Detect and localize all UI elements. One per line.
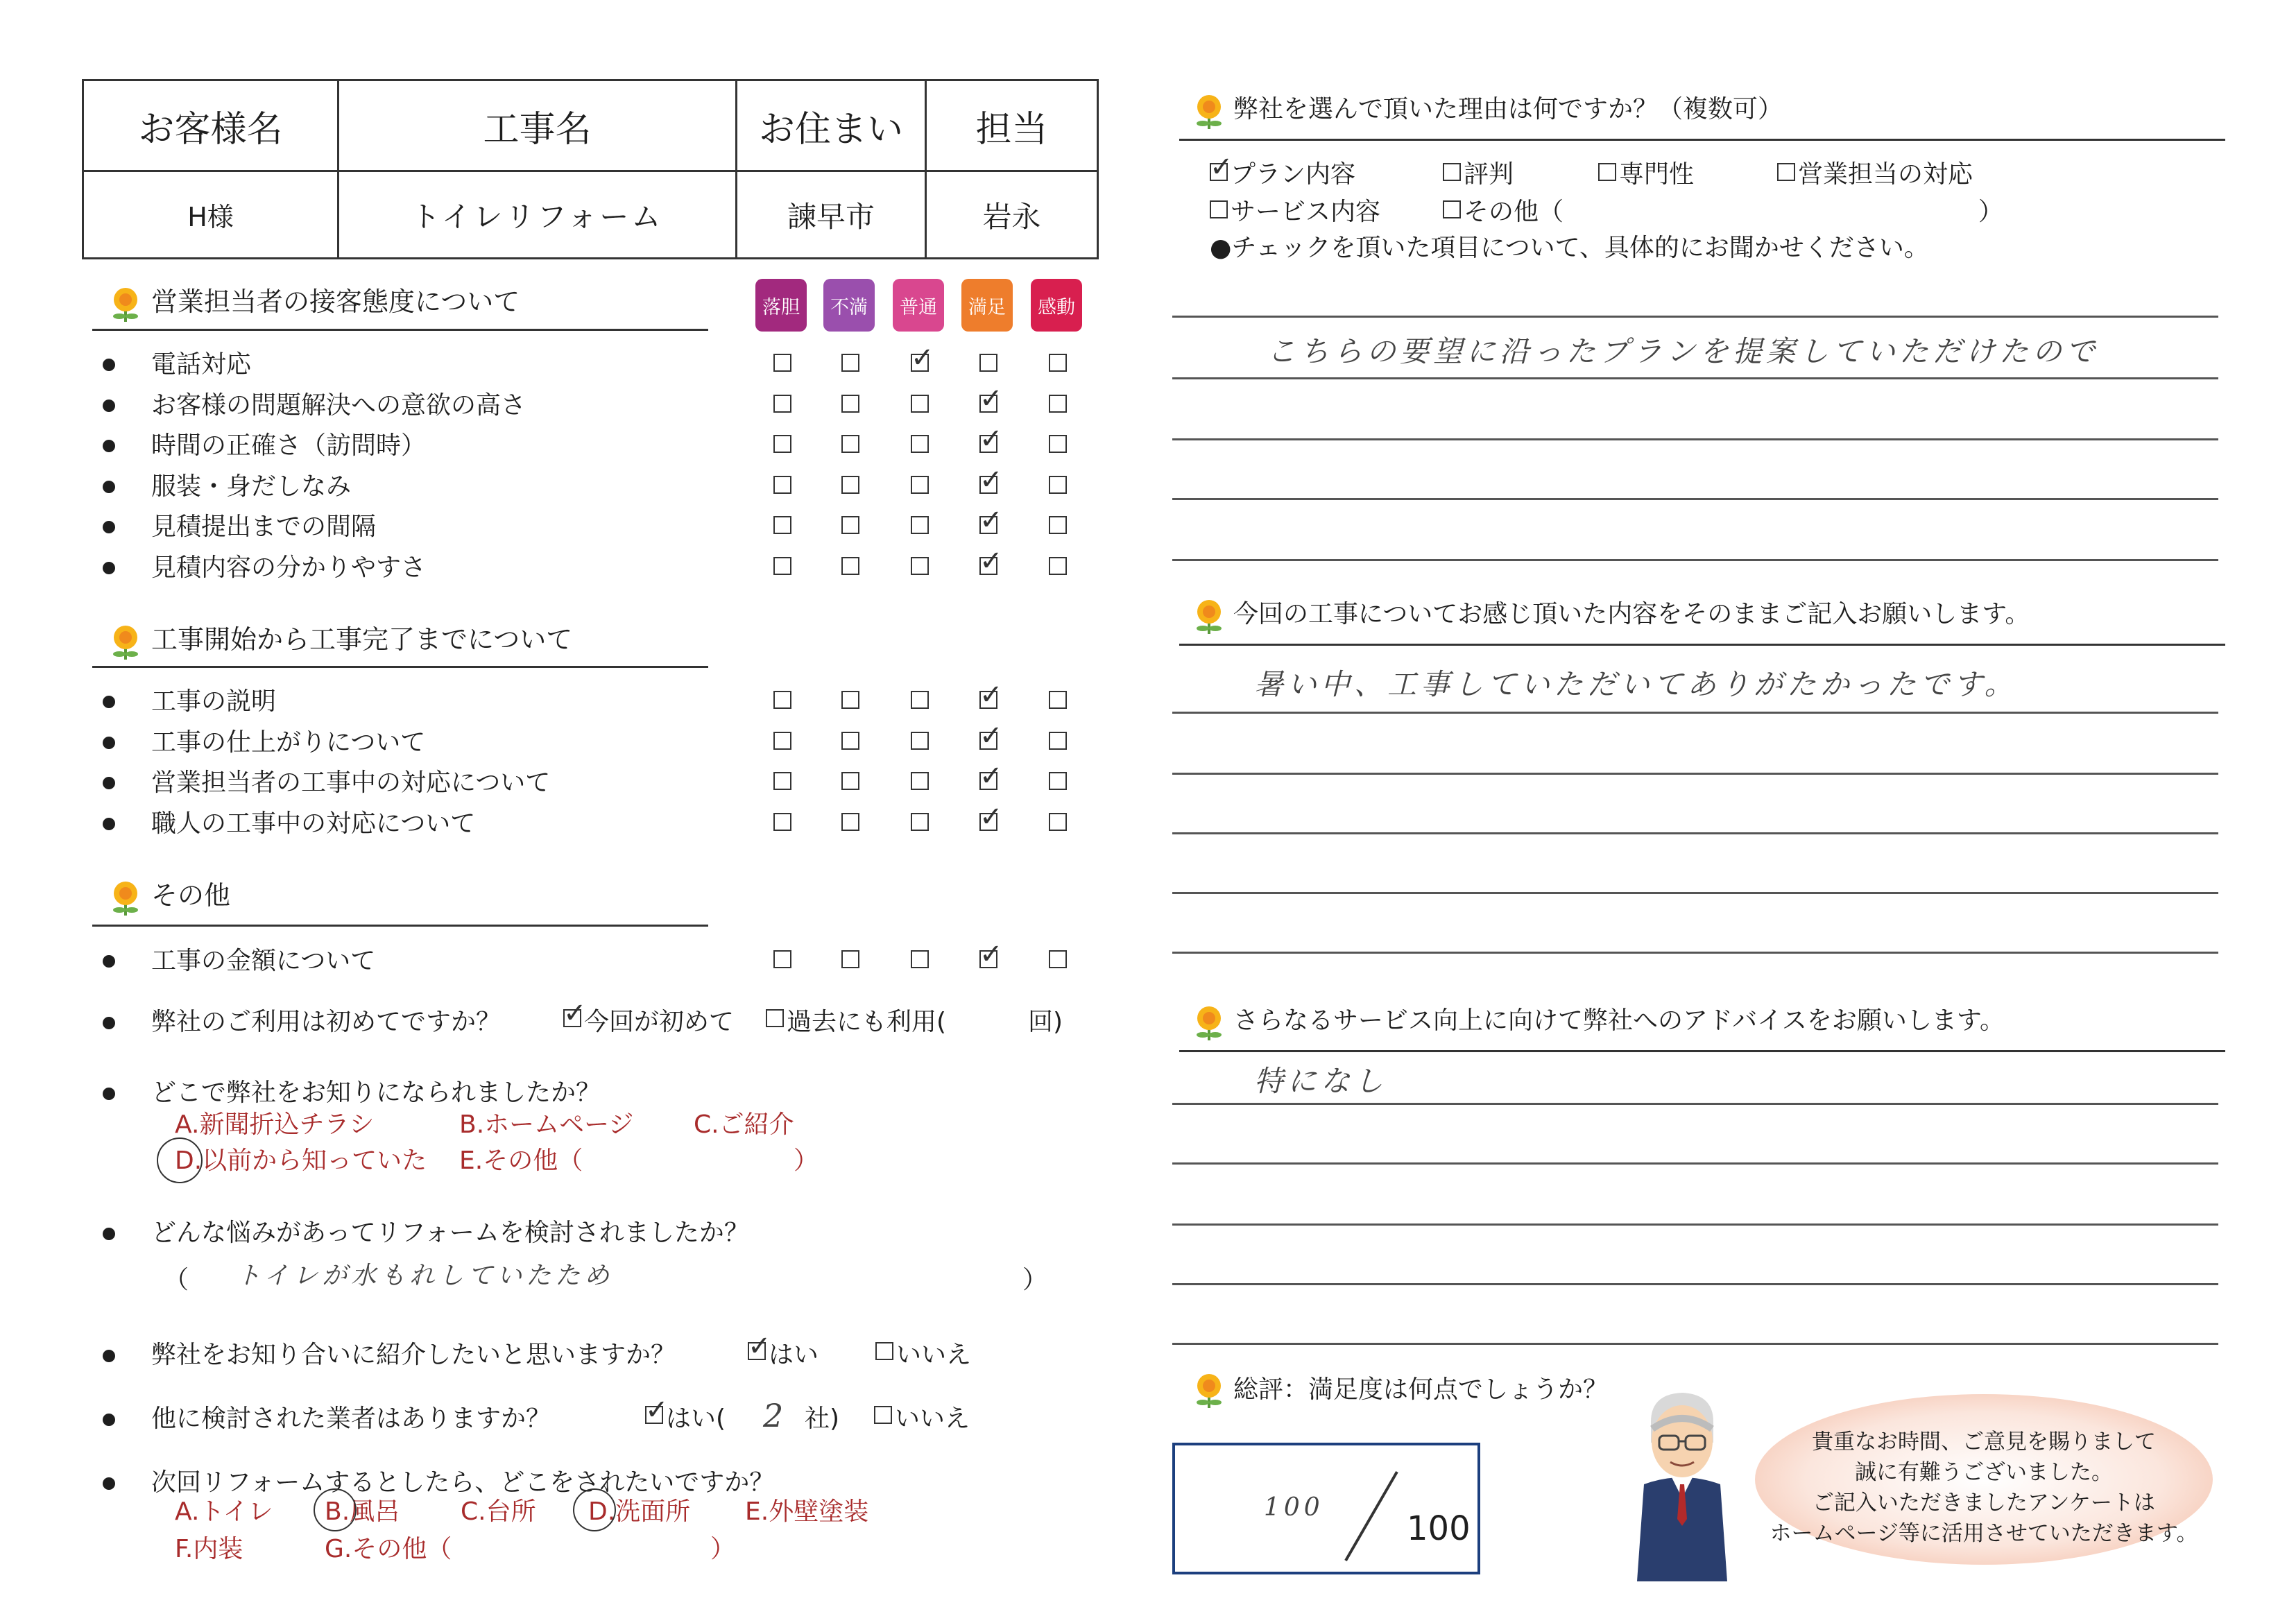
worry-question: どんな悩みがあってリフォームを検討されましたか？ — [151, 1219, 749, 1247]
rating-checkbox[interactable] — [911, 772, 929, 790]
rating-checkbox[interactable] — [911, 516, 929, 534]
reason-checkbox-staff[interactable] — [1777, 163, 1795, 181]
next-option-c[interactable]: C.台所 — [461, 1497, 536, 1526]
rating-checkbox[interactable] — [841, 950, 859, 968]
thanks-line-2: 誠に有難うございました。 — [1855, 1460, 2113, 1485]
answer-line — [1172, 832, 2218, 834]
rating-checkbox[interactable] — [1049, 476, 1067, 494]
answer-line — [1172, 377, 2218, 379]
others-yes-checkbox[interactable]: ✓ — [645, 1394, 669, 1426]
reason-checkbox-expertise[interactable] — [1598, 163, 1616, 181]
next-option-d[interactable]: D.洗面所 — [588, 1497, 691, 1526]
check-mark-icon: ✓ — [979, 382, 1003, 415]
rating-checkbox[interactable] — [979, 423, 1003, 455]
rating-checkbox[interactable] — [841, 435, 859, 453]
residence: 諫早市 — [787, 199, 875, 234]
source-option-b[interactable]: B.ホームページ — [459, 1110, 634, 1139]
source-option-e[interactable]: E.その他（ — [459, 1147, 583, 1175]
reason-checkbox-reputation[interactable] — [1443, 163, 1461, 181]
answer-line — [1172, 1343, 2218, 1345]
rating-checkbox[interactable] — [1049, 435, 1067, 453]
rating-checkbox[interactable] — [841, 476, 859, 494]
header-work-label: 工事名 — [483, 108, 592, 151]
header-staff-label: 担当 — [975, 108, 1048, 151]
rating-checkbox[interactable] — [979, 354, 997, 372]
rating-checkbox[interactable] — [1049, 732, 1067, 750]
rating-checkbox[interactable] — [911, 476, 929, 494]
source-option-d[interactable]: D.以前から知っていた — [175, 1147, 427, 1175]
selection-circle — [573, 1488, 616, 1531]
next-option-f[interactable]: F.内装 — [175, 1535, 243, 1563]
rating-badge-4: 満足 — [961, 279, 1013, 332]
impression-answer[interactable]: 暑い中、工事していただいてありがたかったです。 — [1254, 667, 2018, 701]
rating-item-label: 職人の工事中の対応について — [151, 809, 476, 838]
reason-reputation: 評判 — [1464, 160, 1514, 189]
check-mark-icon: ✓ — [979, 679, 1003, 711]
bullet — [103, 562, 115, 574]
rating-checkbox[interactable] — [773, 395, 791, 413]
rating-checkbox[interactable] — [979, 800, 1003, 833]
next-option-e[interactable]: E.外壁塗装 — [745, 1497, 869, 1526]
rating-checkbox[interactable] — [1049, 395, 1067, 413]
reason-checkbox-other[interactable] — [1443, 200, 1461, 218]
bullet — [103, 521, 115, 533]
source-question: どこで弊社をお知りになられましたか？ — [151, 1079, 601, 1107]
section3-rule — [92, 925, 708, 927]
flower-icon — [1193, 93, 1225, 132]
work-name: トイレリフォーム — [411, 199, 664, 234]
rating-item-label: 見積提出までの間隔 — [151, 513, 377, 541]
rating-checkbox[interactable] — [841, 354, 859, 372]
advice-question: さらなるサービス向上に向けて弊社へのアドバイスをお願いします。 — [1233, 1006, 2005, 1035]
check-mark-icon: ✓ — [979, 544, 1003, 577]
detail-prompt: ●チェックを頂いた項目について、具体的にお聞かせください。 — [1210, 234, 1929, 262]
bullet — [103, 1414, 115, 1426]
source-option-e-end: ） — [794, 1147, 819, 1175]
rating-checkbox[interactable] — [773, 476, 791, 494]
price-label: 工事の金額について — [151, 947, 376, 975]
rating-checkbox[interactable] — [979, 719, 1003, 752]
rating-checkbox[interactable] — [911, 435, 929, 453]
score-question: 総評：満足度は何点でしょうか？ — [1233, 1375, 1609, 1404]
section2-rule — [92, 666, 708, 668]
rating-badge-2: 不満 — [823, 279, 875, 332]
rating-checkbox[interactable] — [911, 395, 929, 413]
selection-circle — [314, 1488, 357, 1531]
others-unit: 社) — [805, 1405, 840, 1433]
first-time-option: 今回が初めて — [584, 1008, 735, 1036]
rating-checkbox[interactable] — [841, 813, 859, 831]
answer-line — [1172, 892, 2218, 894]
reason-other-close: ） — [1978, 198, 2004, 226]
rating-checkbox[interactable] — [773, 557, 791, 575]
bullet — [103, 1350, 115, 1362]
check-mark-icon: ✓ — [979, 423, 1003, 455]
worry-open-paren: （ — [164, 1266, 189, 1294]
customer-name: H様 — [187, 202, 234, 232]
bullet — [103, 777, 115, 789]
source-option-c[interactable]: C.ご紹介 — [694, 1110, 794, 1139]
thanks-line-4: ホームページ等に活用させていただきます。 — [1770, 1521, 2198, 1546]
reason-expertise: 専門性 — [1619, 160, 1695, 189]
others-no-label: いいえ — [895, 1405, 970, 1433]
check-mark-icon: ✓ — [911, 342, 934, 374]
rating-checkbox[interactable] — [911, 950, 929, 968]
thanks-line-3: ご記入いただきましたアンケートは — [1812, 1491, 2156, 1515]
rating-item-label: 見積内容の分かりやすさ — [151, 553, 427, 582]
rating-checkbox[interactable] — [1049, 813, 1067, 831]
answer-line — [1172, 316, 2218, 318]
others-count[interactable]: 2 — [763, 1397, 788, 1434]
rating-checkbox[interactable] — [841, 732, 859, 750]
refer-no-label: いいえ — [896, 1341, 972, 1369]
refer-yes-checkbox[interactable]: ✓ — [748, 1330, 771, 1362]
rating-checkbox[interactable] — [1049, 516, 1067, 534]
flower-icon — [110, 286, 142, 325]
rating-item-label: 工事の説明 — [151, 687, 277, 716]
others-yes-label: はい( — [666, 1405, 726, 1433]
header-customer-label: お客様名 — [138, 108, 283, 151]
rating-checkbox[interactable] — [773, 732, 791, 750]
rating-checkbox[interactable] — [1049, 557, 1067, 575]
repeat-option-end: 回) — [1028, 1008, 1063, 1036]
answer-line — [1172, 1103, 2218, 1105]
answer-line — [1172, 438, 2218, 440]
rating-checkbox[interactable] — [841, 516, 859, 534]
reason-rule — [1179, 139, 2225, 141]
refer-no-checkbox[interactable] — [875, 1342, 893, 1360]
rating-checkbox[interactable] — [841, 395, 859, 413]
refer-question: 弊社をお知り合いに紹介したいと思いますか？ — [151, 1341, 676, 1369]
bullet — [103, 1088, 115, 1100]
rating-checkbox[interactable] — [1049, 772, 1067, 790]
bullet — [103, 400, 115, 412]
answer-line — [1172, 773, 2218, 775]
answer-line — [1172, 1223, 2218, 1226]
reason-checkbox-plan[interactable]: ✓ — [1210, 151, 1233, 183]
rating-item-label: 工事の仕上がりについて — [151, 728, 426, 757]
first-time-question: 弊社のご利用は初めてですか？ — [151, 1008, 502, 1036]
next-option-a[interactable]: A.トイレ — [175, 1497, 273, 1526]
bullet — [103, 359, 115, 371]
rating-checkbox[interactable] — [841, 691, 859, 709]
bullet — [103, 737, 115, 749]
bullet — [103, 1228, 115, 1240]
reason-question: 弊社を選んで頂いた理由は何ですか？（複数可） — [1233, 95, 1783, 123]
rating-checkbox[interactable] — [773, 354, 791, 372]
bullet — [103, 696, 115, 708]
answer-line — [1172, 498, 2218, 500]
reason-staff: 営業担当の対応 — [1798, 160, 1973, 189]
rating-checkbox[interactable] — [979, 544, 1003, 577]
rating-checkbox[interactable] — [979, 504, 1003, 536]
check-mark-icon: ✓ — [979, 938, 1003, 970]
score-value[interactable]: 100 — [1264, 1493, 1324, 1522]
thank-you-bubble — [1755, 1394, 2213, 1565]
answer-line — [1172, 952, 2218, 954]
answer-line — [1172, 1283, 2218, 1285]
mascot-illustration — [1623, 1380, 1741, 1581]
worry-close-paren: ） — [1022, 1266, 1048, 1294]
rating-badge-1: 落胆 — [755, 279, 807, 332]
rating-checkbox[interactable] — [841, 557, 859, 575]
others-no-checkbox[interactable] — [874, 1406, 892, 1424]
flower-icon — [110, 879, 142, 918]
next-option-b[interactable]: B.風呂 — [325, 1497, 400, 1526]
rating-checkbox[interactable] — [841, 772, 859, 790]
check-mark-icon: ✓ — [979, 719, 1003, 752]
bullet — [103, 481, 115, 493]
rating-badge-3: 普通 — [893, 279, 944, 332]
rating-checkbox[interactable] — [773, 950, 791, 968]
rating-checkbox[interactable] — [773, 813, 791, 831]
rating-badge-5: 感動 — [1031, 279, 1082, 332]
section3-title: その他 — [151, 880, 231, 911]
reason-plan: プラン内容 — [1231, 160, 1356, 189]
rating-checkbox[interactable] — [911, 557, 929, 575]
advice-rule — [1179, 1050, 2225, 1052]
rating-item-label: 服装・身だしなみ — [151, 472, 352, 501]
repeat-option: 過去にも利用( — [787, 1008, 947, 1036]
bullet — [103, 955, 115, 968]
score-box[interactable] — [1172, 1443, 1480, 1574]
section1-rule — [92, 329, 708, 331]
refer-yes-label: はい — [769, 1341, 819, 1369]
rating-checkbox[interactable] — [911, 732, 929, 750]
check-mark-icon: ✓ — [979, 800, 1003, 833]
impression-question: 今回の工事についてお感じ頂いた内容をそのままご記入お願いします。 — [1233, 600, 2030, 628]
rating-item-label: 電話対応 — [151, 350, 252, 379]
source-option-a[interactable]: A.新聞折込チラシ — [175, 1110, 375, 1139]
rating-checkbox[interactable] — [1049, 354, 1067, 372]
section2-title: 工事開始から工事完了までについて — [151, 624, 573, 655]
rating-checkbox[interactable] — [773, 435, 791, 453]
first-time-checkbox[interactable]: ✓ — [563, 997, 587, 1029]
flower-icon — [1193, 1004, 1225, 1043]
flower-icon — [110, 624, 142, 662]
worry-answer[interactable]: トイレが水もれしていたため — [236, 1262, 614, 1290]
bullet — [103, 440, 115, 452]
reason-checkbox-service[interactable] — [1210, 200, 1228, 218]
check-mark-icon: ✓ — [979, 504, 1003, 536]
reason-other: その他（ — [1464, 198, 1564, 226]
impression-rule — [1179, 644, 2225, 646]
bullet — [103, 818, 115, 830]
section1-title: 営業担当者の接客態度について — [151, 286, 520, 317]
slash-mark — [1340, 1468, 1403, 1565]
rating-item-label: 営業担当者の工事中の対応について — [151, 768, 551, 797]
selection-circle — [157, 1137, 203, 1183]
answer-line — [1172, 1162, 2218, 1165]
staff-name: 岩永 — [982, 199, 1041, 234]
next-option-g[interactable]: G.その他（ — [325, 1535, 452, 1563]
bullet — [103, 1477, 115, 1490]
rating-checkbox[interactable] — [1049, 950, 1067, 968]
next-option-g-end: ） — [710, 1535, 736, 1563]
repeat-checkbox[interactable] — [766, 1009, 784, 1027]
thanks-line-1: 貴重なお時間、ご意見を賜りまして — [1812, 1429, 2156, 1454]
rating-checkbox[interactable] — [1049, 691, 1067, 709]
rating-checkbox[interactable] — [911, 342, 934, 374]
check-mark-icon: ✓ — [979, 463, 1003, 496]
rating-checkbox[interactable] — [979, 463, 1003, 496]
rating-checkbox[interactable] — [979, 938, 1003, 970]
bullet — [103, 1017, 115, 1029]
rating-checkbox[interactable] — [773, 691, 791, 709]
header-residence-label: お住まい — [758, 108, 903, 151]
flower-icon — [1193, 598, 1225, 637]
flower-icon — [1193, 1372, 1225, 1411]
rating-item-label: お客様の問題解決への意欲の高さ — [151, 390, 526, 420]
next-question: 次回リフォームするとしたら、どこをされたいですか？ — [151, 1468, 775, 1497]
rating-checkbox[interactable] — [979, 679, 1003, 711]
rating-checkbox[interactable] — [979, 760, 1003, 792]
answer-line — [1172, 559, 2218, 561]
rating-checkbox[interactable] — [979, 382, 1003, 415]
reason-service: サービス内容 — [1231, 198, 1381, 226]
detail-answer[interactable]: こちらの要望に沿ったプランを提案していただけたので — [1267, 334, 2100, 368]
rating-checkbox[interactable] — [773, 516, 791, 534]
score-max: 100 — [1407, 1509, 1471, 1548]
others-question: 他に検討された業者はありますか？ — [151, 1405, 551, 1433]
check-mark-icon: ✓ — [979, 760, 1003, 792]
advice-answer[interactable]: 特になし — [1254, 1064, 1388, 1098]
rating-checkbox[interactable] — [911, 691, 929, 709]
rating-checkbox[interactable] — [773, 772, 791, 790]
rating-checkbox[interactable] — [911, 813, 929, 831]
rating-item-label: 時間の正確さ（訪問時） — [151, 431, 427, 460]
answer-line — [1172, 712, 2218, 714]
header-table — [82, 79, 1099, 259]
